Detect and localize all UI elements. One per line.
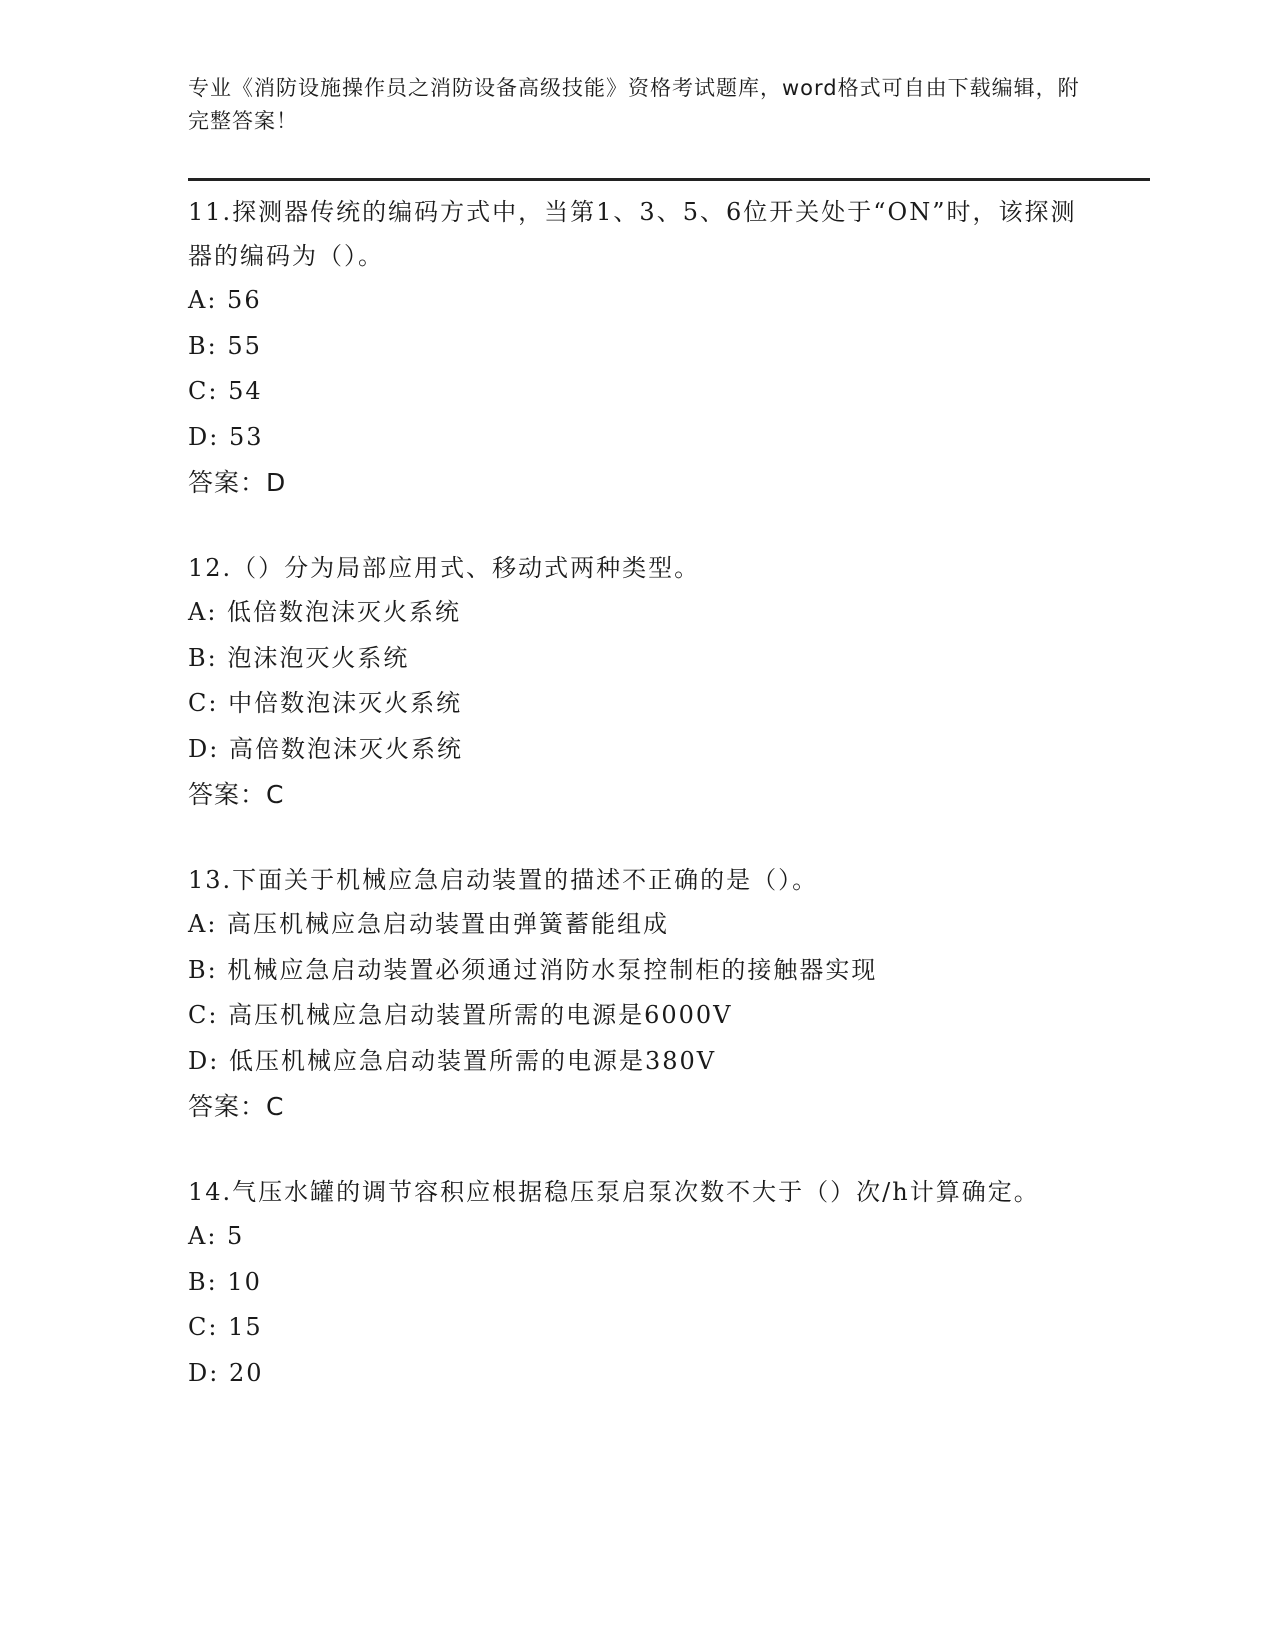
question-stem: 14.气压水罐的调节容积应根据稳压泵启泵次数不大于（）次/h计算确定。 (188, 1178, 1040, 1206)
question-14 (188, 1170, 1088, 1396)
question-stem: 11.探测器传统的编码方式中，当第1、3、5、6位开关处于“ON”时，该探测器的编码为（）。 (188, 198, 1077, 270)
question-12 (188, 546, 1088, 818)
answer-line: 答案：C (188, 1092, 285, 1121)
option-c: C: 54 (188, 377, 263, 405)
option-a: A: 5 (188, 1222, 245, 1250)
option-b: B: 10 (188, 1267, 262, 1296)
option-d: D: 20 (188, 1358, 264, 1387)
header-divider (188, 178, 1150, 181)
option-d: D: 低压机械应急启动装置所需的电源是380V (188, 1046, 717, 1075)
option-c: C: 15 (188, 1313, 263, 1341)
option-c: C: 高压机械应急启动装置所需的电源是6000V (188, 1001, 733, 1029)
option-d: D: 53 (188, 422, 264, 451)
document-header: 专业《消防设施操作员之消防设备高级技能》资格考试题库，word格式可自由下载编辑，附完整答案！ (188, 76, 1080, 133)
option-a: A: 56 (188, 286, 262, 314)
option-a: A: 低倍数泡沫灭火系统 (188, 598, 462, 626)
option-b: B: 机械应急启动装置必须通过消防水泵控制柜的接触器实现 (188, 955, 878, 984)
answer-line: 答案：C (188, 780, 285, 809)
question-stem: 12.（）分为局部应用式、移动式两种类型。 (188, 554, 701, 582)
option-c: C: 中倍数泡沫灭火系统 (188, 689, 463, 717)
question-list (188, 190, 1088, 1436)
option-b: B: 55 (188, 331, 262, 360)
question-11 (188, 190, 1088, 506)
option-b: B: 泡沫泡灭火系统 (188, 643, 410, 672)
question-stem: 13.下面关于机械应急启动装置的描述不正确的是（）。 (188, 866, 819, 894)
option-d: D: 高倍数泡沫灭火系统 (188, 734, 463, 763)
answer-line: 答案：D (188, 468, 287, 497)
question-13 (188, 858, 1088, 1130)
option-a: A: 高压机械应急启动装置由弹簧蓄能组成 (188, 910, 670, 938)
